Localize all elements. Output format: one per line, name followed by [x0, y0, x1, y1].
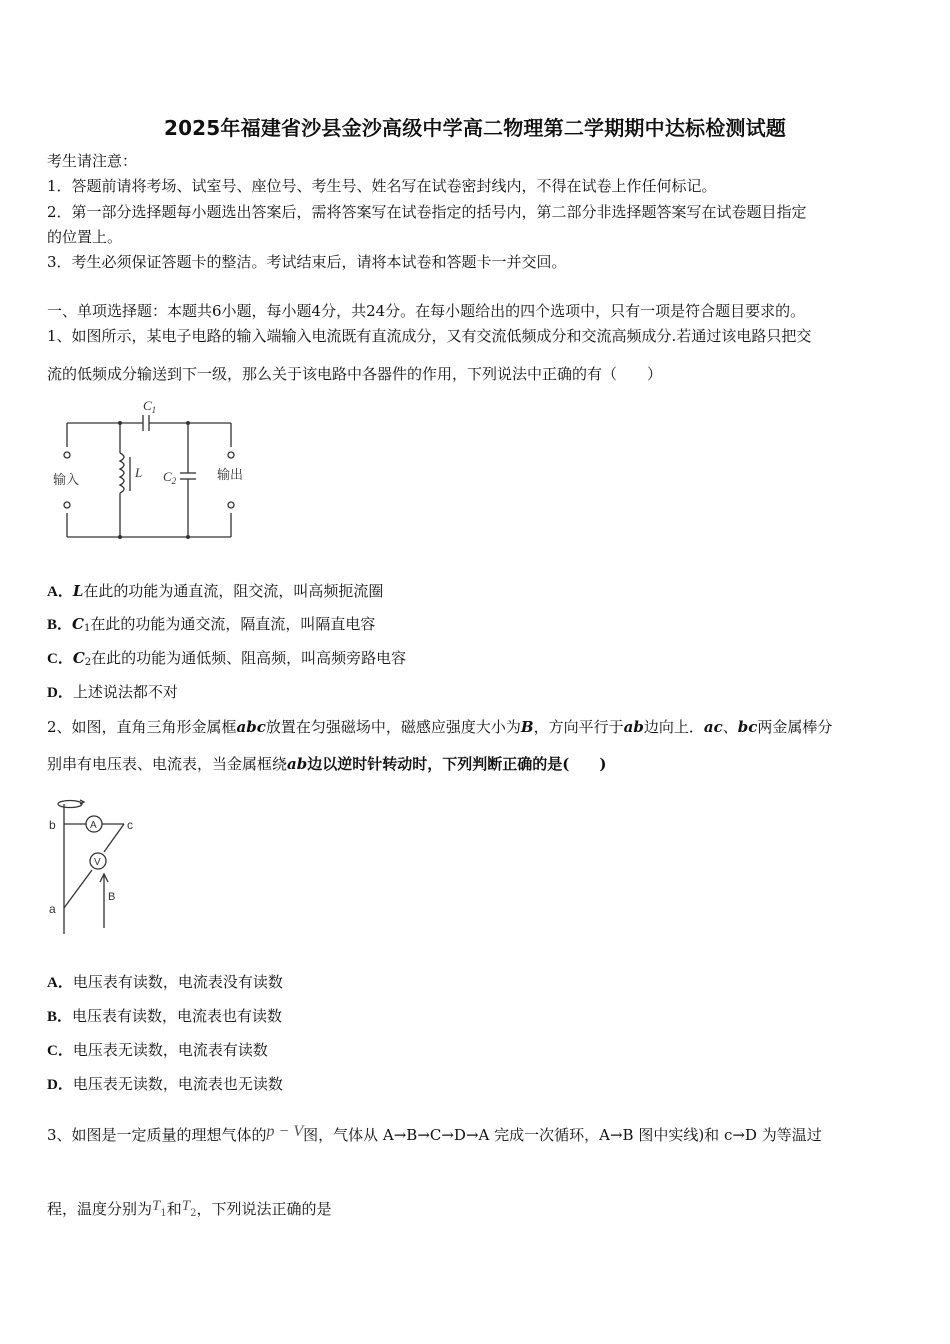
c1-sub: 1	[151, 405, 157, 415]
notice-item-2-cont: 的位置上。	[47, 228, 123, 246]
q2-triangle-diagram	[42, 796, 152, 938]
t1-symbol: T	[152, 1198, 161, 1214]
vertex-c-label: c	[127, 818, 133, 832]
voltmeter-label: V	[94, 857, 101, 868]
c1-label: C	[143, 398, 152, 413]
c2-sub: 2	[171, 476, 177, 486]
q2-option-a[interactable]: A．电压表有读数，电流表没有读数	[47, 973, 283, 991]
inductor-label: L	[135, 465, 143, 480]
q1-stem-line1: 1、如图所示，某电子电路的输入端输入电流既有直流成分，又有交流低频成分和交流高频成分.若通过该电路只把交	[47, 327, 812, 345]
q1-option-d[interactable]: D．上述说法都不对	[47, 683, 178, 701]
q1-stem-line2: 流的低频成分输送到下一级，那么关于该电路中各器件的作用，下列说法中正确的有（ ）	[47, 365, 663, 383]
c2-label: C	[163, 469, 172, 484]
q2-option-d[interactable]: D．电压表无读数，电流表也无读数	[47, 1075, 283, 1093]
q1-option-a[interactable]: A．L在此的功能为通直流，阻交流，叫高频扼流圈	[47, 582, 384, 600]
q3-stem-line1: 3、如图是一定质量的理想气体的p − V图，气体从 A→B→C→D→A 完成一次循环，A→B 图中实线)和 c→D 为等温过	[47, 1123, 822, 1144]
notice-item-3: 3．考生必须保证答题卡的整洁。考试结束后，请将本试卷和答题卡一并交回。	[47, 253, 567, 271]
q2-stem-line1: 2、如图，直角三角形金属框abc放置在匀强磁场中，磁感应强度大小为B，方向平行于ab边向上．ac、bc两金属棒分	[47, 718, 833, 736]
notice-heading: 考生请注意：	[47, 152, 138, 170]
q2-option-c[interactable]: C．电压表无读数，电流表有读数	[47, 1041, 268, 1059]
vertex-b-label: b	[49, 818, 56, 832]
svg-text:C2	[163, 469, 177, 486]
page-title: 2025年福建省沙县金沙高级中学高二物理第二学期期中达标检测试题	[163, 116, 787, 140]
q2-option-b[interactable]: B．电压表有读数，电流表也有读数	[47, 1007, 283, 1025]
svg-text:C1	[143, 398, 156, 415]
q2-stem-line2: 别串有电压表、电流表，当金属框绕ab边以逆时针转动时，下列判断正确的是( )	[47, 755, 607, 773]
input-label: 输入	[53, 473, 80, 488]
q3-stem-line2: 程，温度分别为$T_1$和$T_2$，下列说法正确的是	[47, 1198, 332, 1219]
q1-option-b[interactable]: B．$C_1$在此的功能为通交流，隔直流，叫隔直电容	[47, 615, 376, 634]
notice-item-1: 1．答题前请将考场、试室号、座位号、考生号、姓名写在试卷密封线内，不得在试卷上作任何标记。	[47, 177, 717, 195]
ammeter-label: A	[90, 820, 97, 831]
field-b-label: B	[108, 891, 116, 903]
t2-symbol: T	[181, 1198, 191, 1214]
q1-circuit-diagram	[45, 395, 260, 545]
pv-symbol: p − V	[266, 1123, 304, 1140]
q1-option-c[interactable]: C．$C_2$在此的功能为通低频、阻高频，叫高频旁路电容	[47, 649, 407, 668]
output-label: 输出	[217, 468, 244, 483]
section-heading: 一、单项选择题：本题共6小题，每小题4分，共24分。在每小题给出的四个选项中，只有一项是符合题目要求的。	[47, 302, 806, 320]
vertex-a-label: a	[49, 902, 56, 916]
notice-item-2: 2．第一部分选择题每小题选出答案后，需将答案写在试卷指定的括号内，第二部分非选择题答案写在试卷题目指定	[47, 203, 807, 221]
